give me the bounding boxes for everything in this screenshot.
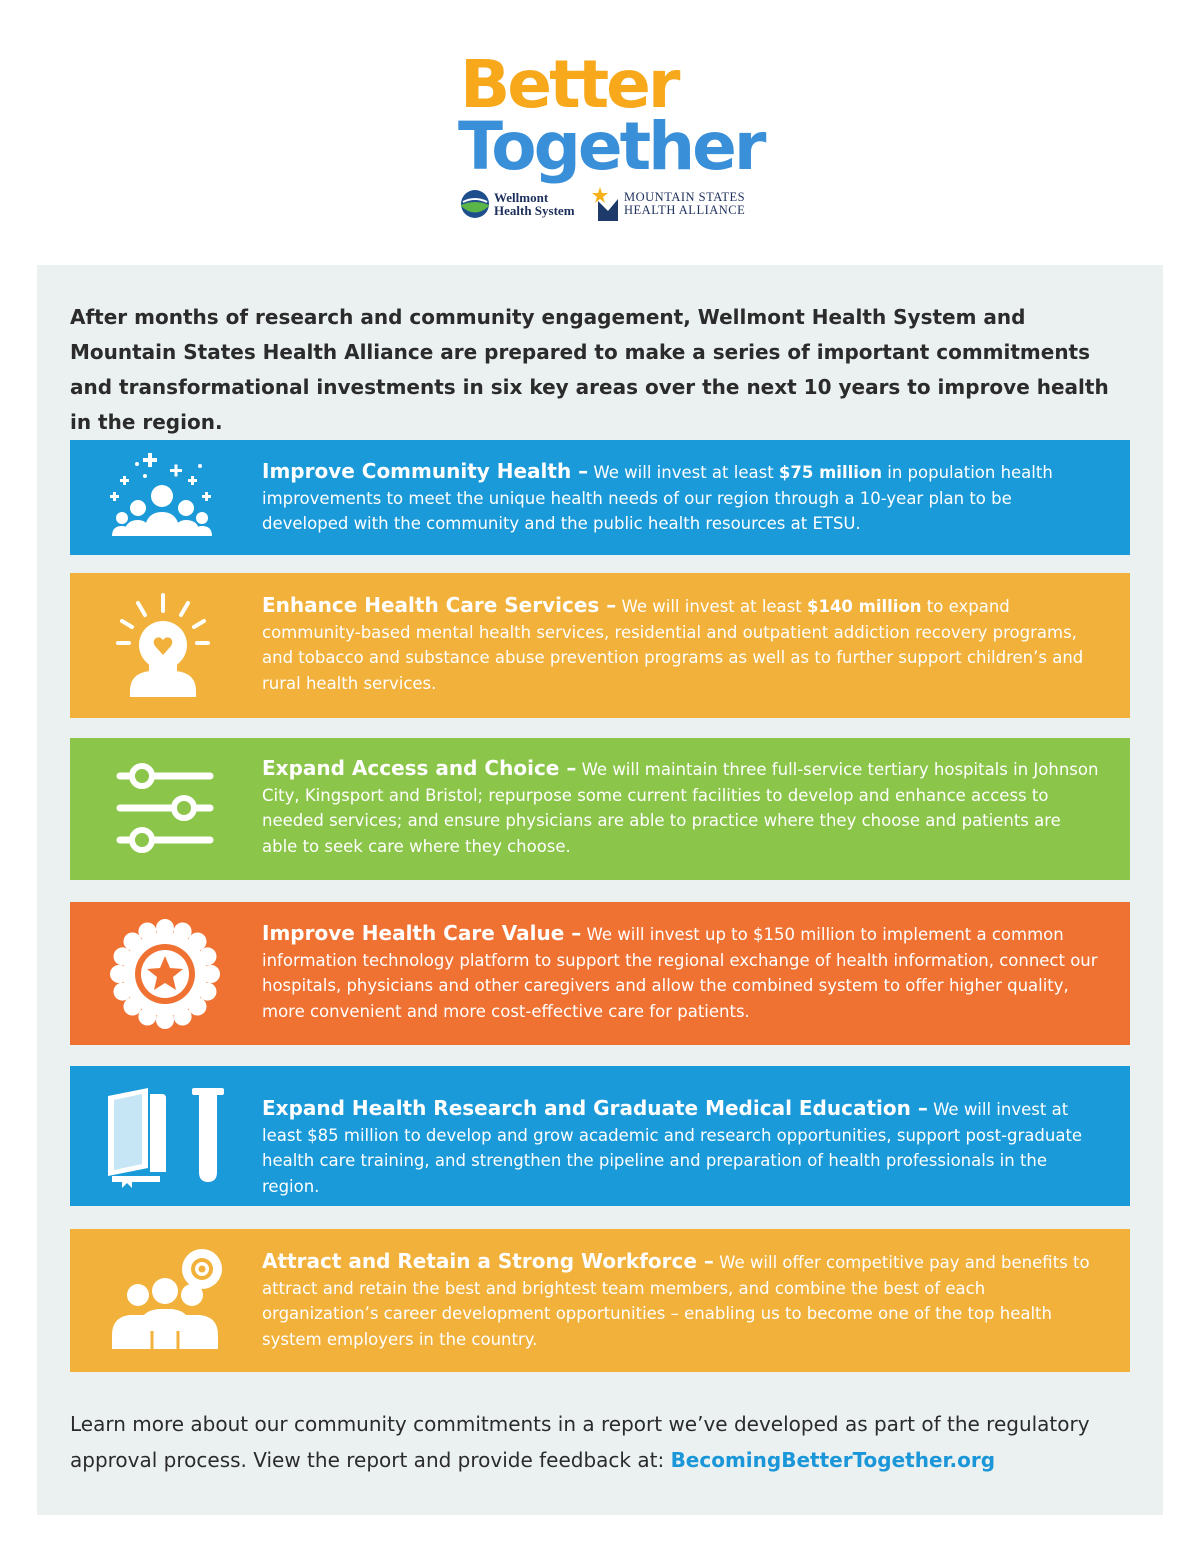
commitment-body: We will invest up to $150 million to implement a common information technology platform to support the regional exchange of health information, connect our hospitals, physicians and other caregivers and allow the combined system to offer higher quality, more convenient and more cost-effective care for patients. — [262, 925, 1098, 1021]
commitment-card-community-health — [70, 440, 1130, 555]
commitment-title: Expand Health Research and Graduate Medical Education – — [262, 1096, 928, 1120]
commitment-card-health-care-services — [70, 573, 1130, 718]
commitment-title: Expand Access and Choice – — [262, 756, 577, 780]
better-together-logo — [0, 44, 1200, 234]
partner-1-line-1: Wellmont — [494, 190, 549, 205]
workforce-gear-icon — [100, 1243, 230, 1355]
commitment-title: Improve Health Care Value – — [262, 921, 582, 945]
commitment-body-pre: We will invest at least — [588, 463, 779, 482]
commitment-card-access-choice — [70, 738, 1130, 880]
commitment-amount: $140 million — [806, 597, 922, 616]
partner-1-line-2: Health System — [494, 203, 575, 218]
logo-word-better: Better — [460, 46, 678, 123]
commitment-body: We will offer competitive pay and benefits to attract and retain the best and brightest team members, and combine the best of each organization’s career development opportunities – enabling us to become one of the top health system employers in the country. — [262, 1253, 1090, 1349]
commitment-body-post: to expand community-based mental health services, residential and outpatient addiction recovery programs, and tobacco and substance abuse prevention programs as well as to further support children’s and rural health services. — [262, 597, 1084, 693]
footer-text: Learn more about our community commitments in a report we’ve developed as part of the regulatory approval process. View the report and provide feedback at: — [70, 1412, 1090, 1472]
msha-logo — [592, 184, 745, 224]
intro-paragraph: After months of research and community engagement, Wellmont Health System and Mountain States Health Alliance are prepared to make a series of important commitments and transformational investments in six key areas over the next 10 years to improve health in the region. — [70, 305, 1109, 434]
commitment-text — [262, 459, 1100, 537]
commitment-text — [262, 1249, 1100, 1352]
commitment-title: Improve Community Health – — [262, 459, 589, 483]
commitment-title: Attract and Retain a Strong Workforce – — [262, 1249, 714, 1273]
commitment-card-research-education — [70, 1066, 1130, 1206]
commitment-card-health-care-value — [70, 902, 1130, 1045]
commitment-body-pre: We will invest at least — [616, 597, 807, 616]
community-people-icon — [100, 452, 230, 542]
commitment-text — [262, 1096, 1100, 1199]
commitment-body-post: in population health improvements to meet the unique health needs of our region through a 10-year plan to be developed with the community and the public health resources at ETSU. — [262, 463, 1053, 533]
footer-note — [70, 1406, 1140, 1478]
wellmont-emblem-icon — [460, 189, 490, 219]
wellmont-logo — [460, 184, 575, 224]
commitment-text — [262, 756, 1100, 859]
book-test-tube-icon — [100, 1084, 230, 1188]
msha-star-mountain-icon — [592, 187, 620, 221]
commitment-title: Enhance Health Care Services – — [262, 593, 617, 617]
commitment-card-workforce — [70, 1229, 1130, 1372]
partner-2-line-2: HEALTH ALLIANCE — [624, 203, 746, 217]
person-heart-icon — [100, 591, 230, 699]
commitment-text — [262, 921, 1100, 1024]
star-badge-icon — [100, 916, 230, 1032]
sliders-icon — [100, 760, 230, 860]
commitment-body: We will invest at least $85 million to develop and grow academic and research opportunities, support post-graduate health care training, and strengthen the pipeline and preparation of health professionals in the region. — [262, 1100, 1083, 1196]
commitment-body: We will maintain three full-service tertiary hospitals in Johnson City, Kingsport and Bristol; repurpose some current facilities to develop and enhance access to needed services; and ensure physicians are able to practice where they choose and patients are able to seek care where they choose. — [262, 760, 1099, 856]
partner-2-line-1: MOUNTAIN STATES — [624, 190, 746, 204]
report-link[interactable]: BecomingBetterTogether.org — [670, 1448, 996, 1472]
commitment-amount: $75 million — [778, 463, 882, 482]
logo-word-together: Together — [458, 108, 764, 185]
commitment-text — [262, 593, 1100, 696]
